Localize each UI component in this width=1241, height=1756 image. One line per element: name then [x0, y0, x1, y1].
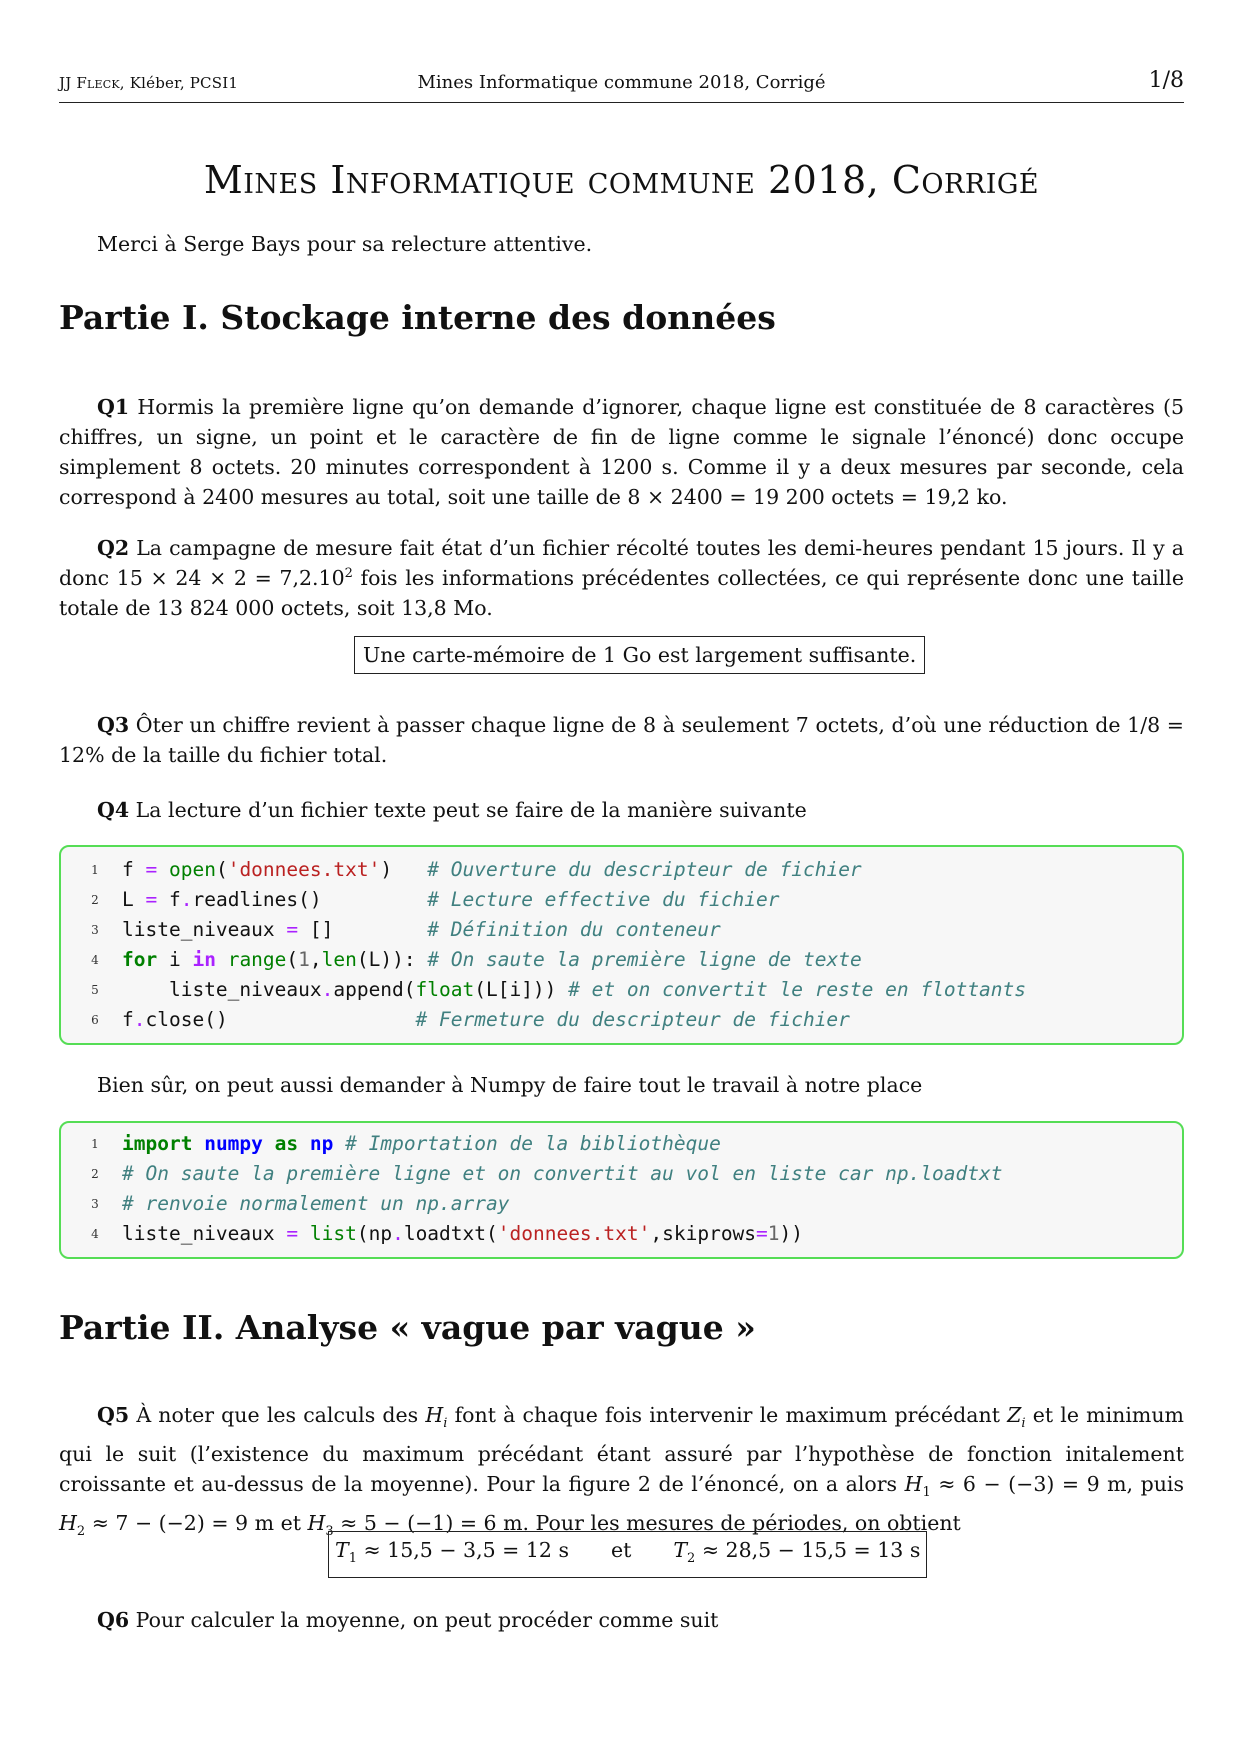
q5-paragraph: Q5 À noter que les calculs des $H_i$ font à chaque fois intervenir le maximum précédant $Z_i$ et le minimum qui le suit (l’existence du maximum précédant étant assuré par l’hypothèse de fonction initalement croissante et au-dessus de la moyenne). Pour la figure 2 de l’énoncé, on a alors $H_1 \approx 6 - (-3) = 9$ m, puis $H_2 \approx 7 - (-2) = 9$ m et $H_3 \approx 5 - (-1) = 6$ m. Pour les mesures de périodes, on obtient — [59, 1403, 1184, 1540]
q4-paragraph: Q4 La lecture d’un fichier texte peut se faire de la manière suivante — [97, 798, 807, 822]
header-title: Mines Informatique commune 2018, Corrigé — [417, 72, 826, 93]
q3-paragraph: Q3 Ôter un chiffre revient à passer chaque ligne de 8 à seulement 7 octets, d’où une réduction de 1/8 = 12% de la taille du fichier total. — [59, 713, 1184, 767]
q5-periods-box: $T_1 \approx 15,5 - 3,5 = 12$ s et $T_2 \approx 28,5 - 15,5 = 13$ s — [328, 1531, 927, 1578]
q2-conclusion-box: Une carte-mémoire de 1 Go est largement suffisante. — [354, 636, 925, 674]
document-title: Mines Informatique commune 2018, Corrigé — [203, 158, 1040, 202]
q1-paragraph — [59, 392, 1184, 512]
running-header — [59, 68, 1184, 103]
part2-heading: Partie II. Analyse « vague par vague » — [59, 1308, 756, 1347]
q6-paragraph: Q6 Pour calculer la moyenne, on peut procéder comme suit — [97, 1608, 719, 1632]
code-block-read-file: 1 f = open('donnees.txt') # Ouverture du descripteur de fichier 2 L = f.readlines() # Lecture effective du fichier 3 liste_niveaux = [] # Définition du conteneur 4 for i in range(1,len(L)): # On saute la première ligne de texte 5 liste_niveaux.append(float(L[i])) # et on convertit le reste en flottants 6 f.close() # Fermeture du descripteur de fichier — [59, 845, 1184, 1045]
q1-label: Q1 — [97, 395, 130, 419]
part1-heading: Partie I. Stockage interne des données — [59, 298, 776, 337]
q2-paragraph: Q2 La campagne de mesure fait état d’un fichier récolté toutes les demi-heures pendant 15 jours. Il y a donc $15 \times 24 \times 2 = 7,2.10^2$ fois les informations précédentes collectées, ce qui représente donc une taille totale de 13 824 000 octets, soit 13,8 Mo. — [59, 536, 1184, 620]
numpy-intro: Bien sûr, on peut aussi demander à Numpy de faire tout le travail à notre place — [97, 1073, 923, 1097]
q3-label: Q3 — [97, 713, 130, 737]
q6-label: Q6 — [97, 1608, 130, 1632]
q1-text: Hormis la première ligne qu’on demande d’ignorer, chaque ligne est constituée de 8 caractères (5 chiffres, un signe, un point et le caractère de fin de ligne comme le signale l’énoncé) donc occupe simplement 8 octets. 20 minutes correspondent à 1200 s. Comme il y a deux mesures par seconde, cela correspond à 2400 mesures au total, soit une taille de 8 × 2400 = 19 200 octets = 19,2 ko. — [59, 395, 1184, 509]
page-number: 1/8 — [1148, 68, 1184, 93]
q5-label: Q5 — [97, 1403, 130, 1427]
q2-label: Q2 — [97, 536, 130, 560]
header-author: JJ Fleck, Kléber, PCSI1 — [59, 74, 239, 92]
code-block-numpy: 1 import numpy as np # Importation de la bibliothèque 2 # On saute la première ligne et on convertit au vol en liste car np.loadtxt 3 # renvoie normalement un np.array 4 liste_niveaux = list(np.loadtxt('donnees.txt',skiprows=1)) — [59, 1121, 1184, 1259]
q4-label: Q4 — [97, 798, 130, 822]
acknowledgement: Merci à Serge Bays pour sa relecture attentive. — [97, 232, 593, 256]
